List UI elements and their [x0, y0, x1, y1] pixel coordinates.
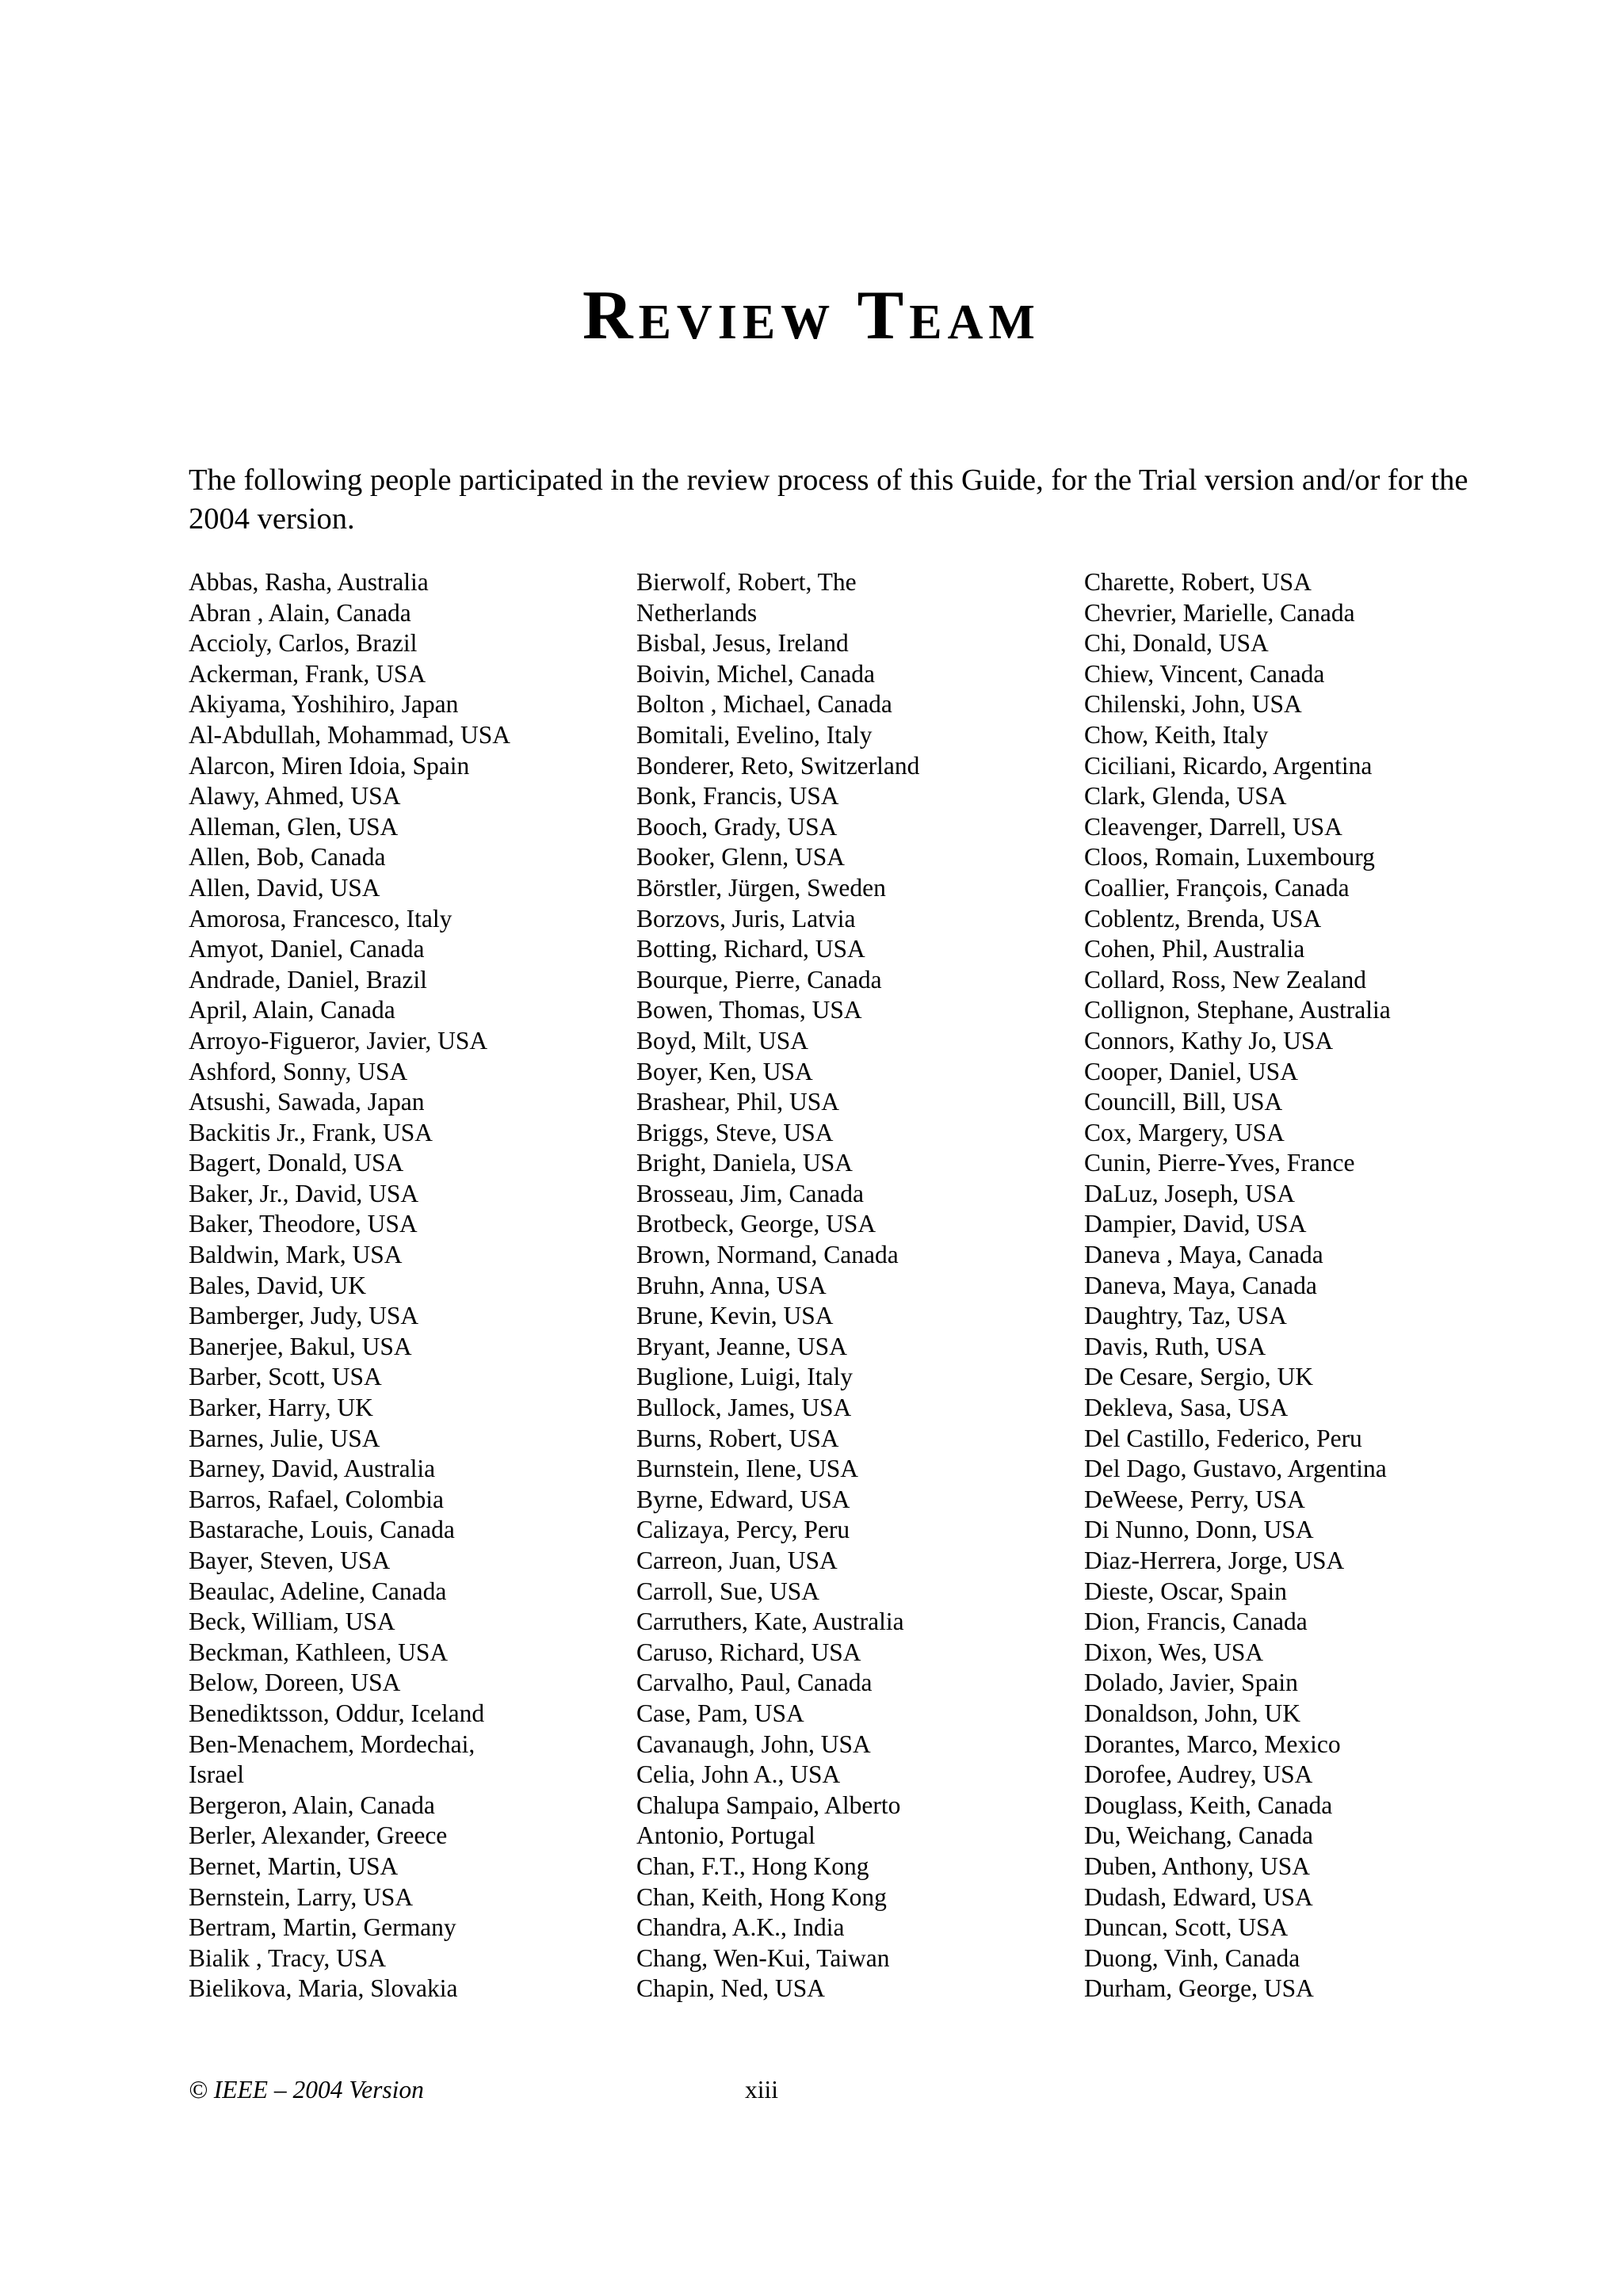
reviewer-column-2: [636, 567, 1064, 2004]
reviewer-entry: Baker, Jr., David, USA: [189, 1179, 419, 1207]
reviewer-entry: Beaulac, Adeline, Canada: [189, 1577, 447, 1605]
reviewer-entry: Connors, Kathy Jo, USA: [1084, 1026, 1334, 1055]
reviewer-entry: Bruhn, Anna, USA: [636, 1271, 827, 1299]
reviewer-entry: Calizaya, Percy, Peru: [636, 1516, 850, 1544]
reviewer-entry: Chan, Keith, Hong Kong: [636, 1882, 887, 1911]
reviewer-entry: Brosseau, Jim, Canada: [636, 1179, 864, 1207]
reviewer-entry: Brotbeck, George, USA: [636, 1210, 876, 1238]
reviewer-entry: Brashear, Phil, USA: [636, 1088, 839, 1116]
reviewer-entry: Barnes, Julie, USA: [189, 1424, 380, 1452]
reviewer-entry: Bielikova, Maria, Slovakia: [189, 1974, 458, 2003]
reviewer-entry: Clark, Glenda, USA: [1084, 782, 1287, 810]
reviewer-entry: Daughtry, Taz, USA: [1084, 1302, 1287, 1330]
reviewer-entry: Börstler, Jürgen, Sweden: [636, 873, 886, 902]
reviewer-entry: Cleavenger, Darrell, USA: [1084, 812, 1342, 841]
reviewer-entry: Donaldson, John, UK: [1084, 1699, 1300, 1727]
reviewer-entry: Bernstein, Larry, USA: [189, 1882, 414, 1911]
reviewer-entry: Baker, Theodore, USA: [189, 1210, 418, 1238]
reviewer-entry: Botting, Richard, USA: [636, 935, 865, 963]
reviewer-entry: Carruthers, Kate, Australia: [636, 1608, 904, 1636]
reviewer-entry: DaLuz, Joseph, USA: [1084, 1179, 1295, 1207]
reviewer-entry: Bisbal, Jesus, Ireland: [636, 629, 849, 658]
reviewer-entry: Bonderer, Reto, Switzerland: [636, 751, 920, 780]
reviewer-entry: Carreon, Juan, USA: [636, 1547, 838, 1574]
reviewer-entry: Berler, Alexander, Greece: [189, 1821, 448, 1850]
reviewer-entry: Benediktsson, Oddur, Iceland: [189, 1699, 485, 1727]
reviewer-entry: Caruso, Richard, USA: [636, 1638, 861, 1666]
reviewer-entry: Brune, Kevin, USA: [636, 1302, 834, 1330]
reviewer-entry: Dixon, Wes, USA: [1084, 1638, 1264, 1666]
reviewer-entry: Cox, Margery, USA: [1084, 1118, 1285, 1146]
reviewer-entry: Backitis Jr., Frank, USA: [189, 1118, 433, 1146]
reviewer-entry: Cunin, Pierre-Yves, France: [1084, 1149, 1355, 1177]
reviewer-entry: Burns, Robert, USA: [636, 1424, 839, 1452]
reviewer-entry: Ciciliani, Ricardo, Argentina: [1084, 751, 1373, 780]
reviewer-entry: Case, Pam, USA: [636, 1699, 804, 1727]
reviewer-entry: Dampier, David, USA: [1084, 1210, 1307, 1238]
reviewer-entry: Coblentz, Brenda, USA: [1084, 904, 1322, 933]
reviewer-entry: Borzovs, Juris, Latvia: [636, 904, 856, 933]
reviewer-entry: Boivin, Michel, Canada: [636, 659, 875, 688]
reviewer-entry: Cohen, Phil, Australia: [1084, 935, 1305, 963]
reviewer-entry: Collignon, Stephane, Australia: [1084, 996, 1391, 1024]
reviewer-entry: Bamberger, Judy, USA: [189, 1302, 419, 1330]
reviewer-entry: Duncan, Scott, USA: [1084, 1913, 1289, 1942]
reviewer-entry: Accioly, Carlos, Brazil: [189, 629, 418, 658]
reviewer-entry: Beckman, Kathleen, USA: [189, 1638, 449, 1666]
reviewer-entry: Duben, Anthony, USA: [1084, 1852, 1310, 1880]
reviewer-entry: Abbas, Rasha, Australia: [189, 568, 429, 596]
reviewer-entry: April, Alain, Canada: [189, 996, 395, 1024]
reviewer-entry: Du, Weichang, Canada: [1084, 1821, 1314, 1850]
reviewer-entry: Cavanaugh, John, USA: [636, 1730, 871, 1758]
reviewer-entry: Alarcon, Miren Idoia, Spain: [189, 751, 470, 780]
reviewer-entry: Dorantes, Marco, Mexico: [1084, 1730, 1341, 1758]
reviewer-entry: Booch, Grady, USA: [636, 812, 838, 841]
reviewer-entry: Barros, Rafael, Colombia: [189, 1485, 444, 1513]
reviewer-entry: Arroyo-Figueror, Javier, USA: [189, 1026, 488, 1055]
reviewer-entry: Bierwolf, Robert, The: [636, 568, 857, 596]
reviewer-entry: Ben-Menachem, Mordechai,: [189, 1730, 475, 1758]
reviewer-entry: Baldwin, Mark, USA: [189, 1241, 403, 1269]
reviewer-entry: Bayer, Steven, USA: [189, 1547, 391, 1574]
reviewer-columns: [0, 567, 1623, 2017]
reviewer-entry: Daneva , Maya, Canada: [1084, 1241, 1323, 1269]
reviewer-entry: Coallier, François, Canada: [1084, 873, 1350, 902]
reviewer-column-1: [189, 567, 617, 2004]
reviewer-entry: Chilenski, John, USA: [1084, 690, 1302, 719]
reviewer-entry: Briggs, Steve, USA: [636, 1118, 834, 1146]
reviewer-entry: Bourque, Pierre, Canada: [636, 965, 882, 994]
page-title: Review Team: [582, 277, 1041, 354]
reviewer-entry: Diaz-Herrera, Jorge, USA: [1084, 1547, 1345, 1574]
reviewer-entry: Dorofee, Audrey, USA: [1084, 1760, 1313, 1789]
reviewer-entry: Chevrier, Marielle, Canada: [1084, 598, 1355, 627]
reviewer-entry: Bryant, Jeanne, USA: [636, 1332, 847, 1360]
reviewer-entry: Collard, Ross, New Zealand: [1084, 965, 1367, 994]
reviewer-entry: Dekleva, Sasa, USA: [1084, 1394, 1289, 1422]
reviewer-entry: Duong, Vinh, Canada: [1084, 1943, 1300, 1972]
reviewer-entry: Bertram, Martin, Germany: [189, 1913, 456, 1942]
reviewer-entry: Cooper, Daniel, USA: [1084, 1057, 1298, 1085]
reviewer-entry: Bullock, James, USA: [636, 1394, 852, 1422]
reviewer-entry: Beck, William, USA: [189, 1608, 395, 1636]
reviewer-entry: Dion, Francis, Canada: [1084, 1608, 1308, 1636]
reviewer-entry: Chiew, Vincent, Canada: [1084, 659, 1325, 688]
reviewer-entry: Buglione, Luigi, Italy: [636, 1363, 853, 1391]
reviewer-entry: Bergeron, Alain, Canada: [189, 1791, 435, 1819]
reviewer-entry: DeWeese, Perry, USA: [1084, 1485, 1305, 1513]
reviewer-entry: Carvalho, Paul, Canada: [636, 1669, 873, 1697]
reviewer-entry: Dudash, Edward, USA: [1084, 1882, 1313, 1911]
reviewer-entry: Dolado, Javier, Spain: [1084, 1669, 1298, 1697]
reviewer-entry: Carroll, Sue, USA: [636, 1577, 819, 1605]
reviewer-entry: Douglass, Keith, Canada: [1084, 1791, 1333, 1819]
reviewer-entry: Chan, F.T., Hong Kong: [636, 1852, 869, 1880]
reviewer-entry: Bolton , Michael, Canada: [636, 690, 892, 719]
reviewer-entry: Del Dago, Gustavo, Argentina: [1084, 1455, 1387, 1483]
reviewer-entry: Banerjee, Bakul, USA: [189, 1332, 412, 1360]
reviewer-entry: Barker, Harry, UK: [189, 1394, 373, 1422]
reviewer-entry: Ackerman, Frank, USA: [189, 659, 426, 688]
reviewer-entry: Durham, George, USA: [1084, 1974, 1314, 2003]
reviewer-entry: Chow, Keith, Italy: [1084, 720, 1269, 749]
reviewer-entry: Akiyama, Yoshihiro, Japan: [189, 690, 459, 719]
reviewer-entry: Allen, Bob, Canada: [189, 843, 386, 871]
reviewer-entry: Chi, Donald, USA: [1084, 629, 1269, 658]
reviewer-entry: Netherlands: [636, 598, 758, 627]
reviewer-entry: Chang, Wen-Kui, Taiwan: [636, 1943, 890, 1972]
reviewer-entry: Bonk, Francis, USA: [636, 782, 839, 810]
reviewer-entry: Amyot, Daniel, Canada: [189, 935, 425, 963]
reviewer-entry: Del Castillo, Federico, Peru: [1084, 1424, 1362, 1452]
reviewer-entry: Chalupa Sampaio, Alberto: [636, 1791, 901, 1819]
reviewer-entry: Burnstein, Ilene, USA: [636, 1455, 858, 1483]
reviewer-entry: Alleman, Glen, USA: [189, 812, 399, 841]
reviewer-entry: Bagert, Donald, USA: [189, 1149, 404, 1177]
reviewer-entry: Below, Doreen, USA: [189, 1669, 401, 1697]
reviewer-entry: Boyd, Milt, USA: [636, 1026, 809, 1055]
reviewer-entry: Brown, Normand, Canada: [636, 1241, 899, 1269]
reviewer-entry: Antonio, Portugal: [636, 1821, 815, 1850]
reviewer-entry: Amorosa, Francesco, Italy: [189, 904, 453, 933]
reviewer-entry: Barney, David, Australia: [189, 1455, 436, 1483]
reviewer-entry: Alawy, Ahmed, USA: [189, 782, 401, 810]
reviewer-entry: Boyer, Ken, USA: [636, 1057, 813, 1085]
reviewer-entry: Di Nunno, Donn, USA: [1084, 1516, 1314, 1544]
reviewer-entry: Bright, Daniela, USA: [636, 1149, 853, 1177]
reviewer-entry: Al-Abdullah, Mohammad, USA: [189, 720, 510, 749]
reviewer-entry: Bialik , Tracy, USA: [189, 1943, 387, 1972]
reviewer-entry: Abran , Alain, Canada: [189, 598, 411, 627]
reviewer-entry: De Cesare, Sergio, UK: [1084, 1363, 1313, 1391]
intro-paragraph: The following people participated in the review process of this Guide, for the Trial version and/or for the 2004 version.: [189, 463, 1468, 536]
reviewer-entry: Bastarache, Louis, Canada: [189, 1516, 455, 1544]
footer-copyright: © IEEE – 2004 Version: [189, 2076, 424, 2103]
reviewer-entry: Bernet, Martin, USA: [189, 1852, 399, 1880]
reviewer-entry: Davis, Ruth, USA: [1084, 1332, 1266, 1360]
reviewer-entry: Celia, John A., USA: [636, 1760, 841, 1789]
reviewer-entry: Bowen, Thomas, USA: [636, 996, 862, 1024]
reviewer-entry: Charette, Robert, USA: [1084, 568, 1312, 596]
reviewer-entry: Barber, Scott, USA: [189, 1363, 382, 1391]
reviewer-entry: Daneva, Maya, Canada: [1084, 1271, 1317, 1299]
reviewer-entry: Chapin, Ned, USA: [636, 1974, 825, 2003]
reviewer-entry: Cloos, Romain, Luxembourg: [1084, 843, 1375, 871]
reviewer-entry: Booker, Glenn, USA: [636, 843, 845, 871]
reviewer-entry: Dieste, Oscar, Spain: [1084, 1577, 1287, 1605]
reviewer-entry: Allen, David, USA: [189, 873, 380, 902]
reviewer-entry: Bomitali, Evelino, Italy: [636, 720, 873, 749]
reviewer-entry: Ashford, Sonny, USA: [189, 1057, 408, 1085]
reviewer-entry: Councill, Bill, USA: [1084, 1088, 1283, 1116]
reviewer-entry: Chandra, A.K., India: [636, 1913, 845, 1942]
reviewer-entry: Atsushi, Sawada, Japan: [189, 1088, 425, 1116]
reviewer-entry: Byrne, Edward, USA: [636, 1485, 850, 1513]
reviewer-column-3: [1084, 567, 1512, 2004]
reviewer-entry: Israel: [189, 1760, 244, 1789]
reviewer-entry: Bales, David, UK: [189, 1271, 366, 1299]
footer-page-number: xiii: [745, 2076, 779, 2103]
reviewer-entry: Andrade, Daniel, Brazil: [189, 965, 427, 994]
